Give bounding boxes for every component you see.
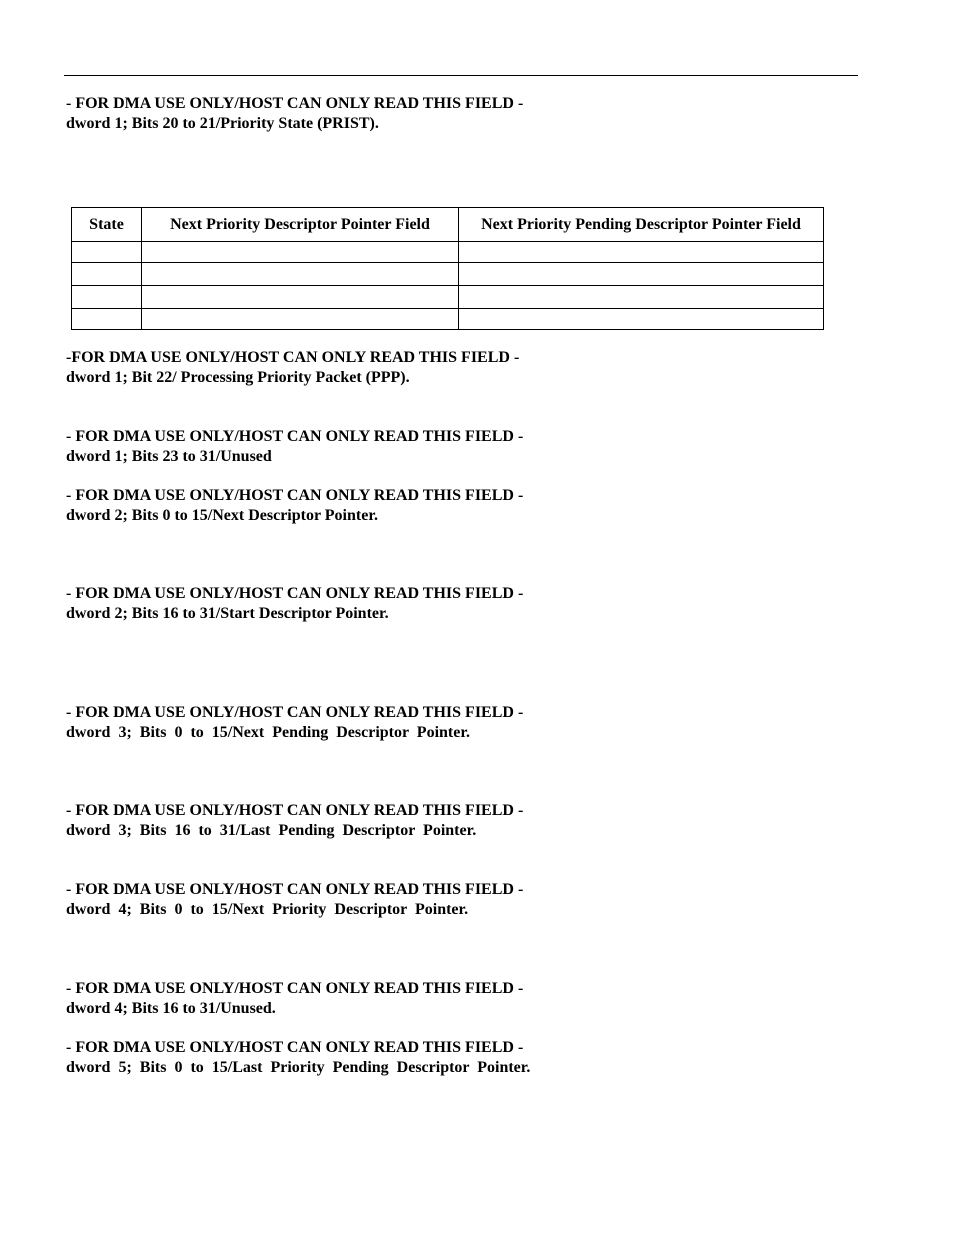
field-description-prist: [66, 94, 586, 134]
field-title: dword 1; Bits 20 to 21/Priority State (PRIST).: [66, 115, 379, 132]
access-note: - FOR DMA USE ONLY/HOST CAN ONLY READ THIS FIELD -: [66, 95, 524, 112]
field-description-next-pending-descriptor-pointer: [66, 703, 586, 743]
priority-state-table: [71, 207, 824, 330]
field-description-dword1-unused: [66, 427, 586, 467]
header-rule: [64, 75, 858, 76]
table-cell: [142, 309, 459, 330]
table-cell: [142, 242, 459, 263]
field-description-dword4-unused: [66, 979, 586, 1019]
field-title: dword 3; Bits 16 to 31/Last Pending Descriptor Pointer.: [66, 822, 477, 839]
field-description-last-priority-pending-descriptor-pointer: [66, 1038, 586, 1078]
table-cell: [72, 263, 142, 286]
access-note: - FOR DMA USE ONLY/HOST CAN ONLY READ THIS FIELD -: [66, 881, 524, 898]
table-row: [72, 286, 824, 309]
table-row: [72, 242, 824, 263]
access-note: - FOR DMA USE ONLY/HOST CAN ONLY READ THIS FIELD -: [66, 704, 524, 721]
field-title: dword 5; Bits 0 to 15/Last Priority Pending Descriptor Pointer.: [66, 1059, 531, 1076]
field-description-ppp: [66, 348, 586, 388]
field-description-start-descriptor-pointer: [66, 584, 586, 624]
column-header-state: State: [72, 208, 142, 242]
field-title: dword 3; Bits 0 to 15/Next Pending Descriptor Pointer.: [66, 724, 470, 741]
access-note: - FOR DMA USE ONLY/HOST CAN ONLY READ THIS FIELD -: [66, 585, 524, 602]
field-description-next-priority-descriptor-pointer: [66, 880, 586, 920]
column-header-next-priority-pending-descriptor-pointer: Next Priority Pending Descriptor Pointer Field: [459, 208, 824, 242]
table-row: [72, 309, 824, 330]
access-note: - FOR DMA USE ONLY/HOST CAN ONLY READ THIS FIELD -: [66, 487, 524, 504]
table-header-row: [72, 208, 824, 242]
access-note: -FOR DMA USE ONLY/HOST CAN ONLY READ THIS FIELD -: [66, 349, 520, 366]
column-header-next-priority-descriptor-pointer: Next Priority Descriptor Pointer Field: [142, 208, 459, 242]
field-description-next-descriptor-pointer: [66, 486, 586, 526]
access-note: - FOR DMA USE ONLY/HOST CAN ONLY READ THIS FIELD -: [66, 428, 524, 445]
access-note: - FOR DMA USE ONLY/HOST CAN ONLY READ THIS FIELD -: [66, 802, 524, 819]
table-cell: [142, 263, 459, 286]
access-note: - FOR DMA USE ONLY/HOST CAN ONLY READ THIS FIELD -: [66, 1039, 524, 1056]
field-description-last-pending-descriptor-pointer: [66, 801, 586, 841]
field-title: dword 2; Bits 16 to 31/Start Descriptor Pointer.: [66, 605, 389, 622]
field-title: dword 1; Bits 23 to 31/Unused: [66, 448, 272, 465]
table-cell: [142, 286, 459, 309]
field-title: dword 1; Bit 22/ Processing Priority Packet (PPP).: [66, 369, 410, 386]
table-row: [72, 263, 824, 286]
table-cell: [72, 242, 142, 263]
table-cell: [459, 286, 824, 309]
table-cell: [459, 263, 824, 286]
table-cell: [459, 309, 824, 330]
table-cell: [459, 242, 824, 263]
table-cell: [72, 286, 142, 309]
field-title: dword 4; Bits 16 to 31/Unused.: [66, 1000, 276, 1017]
access-note: - FOR DMA USE ONLY/HOST CAN ONLY READ THIS FIELD -: [66, 980, 524, 997]
table-cell: [72, 309, 142, 330]
field-title: dword 4; Bits 0 to 15/Next Priority Descriptor Pointer.: [66, 901, 469, 918]
field-title: dword 2; Bits 0 to 15/Next Descriptor Pointer.: [66, 507, 378, 524]
